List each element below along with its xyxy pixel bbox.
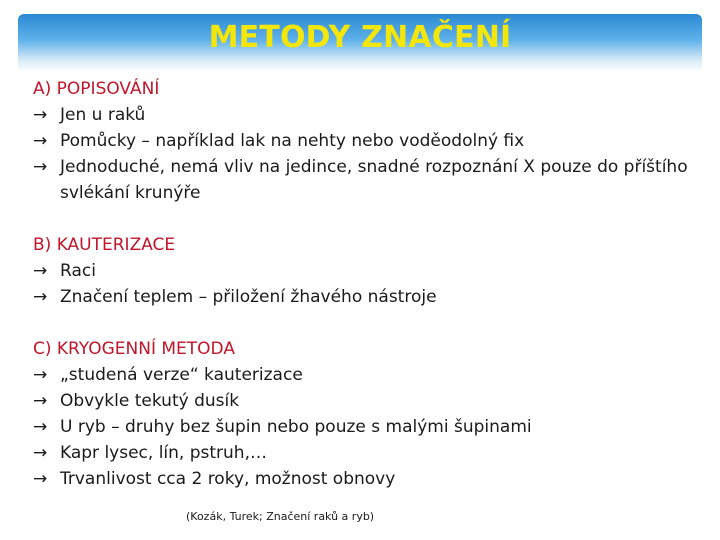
arrow-right-icon: → <box>33 391 48 411</box>
arrow-right-icon: → <box>33 157 48 177</box>
list-item <box>33 388 693 414</box>
arrow-right-icon: → <box>33 131 48 151</box>
list-item <box>33 258 693 284</box>
list-item-text: Obvykle tekutý dusík <box>60 391 240 411</box>
list-item <box>33 362 693 388</box>
list-item <box>33 284 693 310</box>
list-item <box>33 128 693 154</box>
list-item-text: Pomůcky – například lak na nehty nebo voděodolný fix <box>60 131 525 151</box>
citation: (Kozák, Turek; Značení raků a ryb) <box>186 510 375 523</box>
list-item-text: Jednoduché, nemá vliv na jedince, snadné rozpoznání X pouze do příštího svlékání krunýře <box>60 157 688 203</box>
list-item <box>33 154 693 206</box>
arrow-right-icon: → <box>33 443 48 463</box>
section-heading: B) KAUTERIZACE <box>33 235 176 255</box>
list-item-text: Raci <box>60 261 96 281</box>
arrow-right-icon: → <box>33 105 48 125</box>
list-item <box>33 440 693 466</box>
list-item <box>33 102 693 128</box>
list-item-text: „studená verze“ kauterizace <box>60 365 303 385</box>
list-item-text: Značení teplem – přiložení žhavého nástroje <box>60 287 437 307</box>
slide-title: METODY ZNAČENÍ <box>208 20 512 55</box>
list-item-text: Kapr lysec, lín, pstruh,… <box>60 443 267 463</box>
list-item <box>33 466 693 492</box>
slide-body <box>33 76 693 492</box>
section-heading: A) POPISOVÁNÍ <box>33 79 160 99</box>
section-heading: C) KRYOGENNÍ METODA <box>33 339 235 359</box>
arrow-right-icon: → <box>33 261 48 281</box>
section-popisovani <box>33 76 693 206</box>
list-item-text: Jen u raků <box>60 105 146 125</box>
arrow-right-icon: → <box>33 417 48 437</box>
section-kauterizace <box>33 232 693 310</box>
arrow-right-icon: → <box>33 287 48 307</box>
arrow-right-icon: → <box>33 365 48 385</box>
list-item <box>33 414 693 440</box>
list-item-text: U ryb – druhy bez šupin nebo pouze s malými šupinami <box>60 417 532 437</box>
list-item-text: Trvanlivost cca 2 roky, možnost obnovy <box>60 469 396 489</box>
arrow-right-icon: → <box>33 469 48 489</box>
section-kryogenni-metoda <box>33 336 693 492</box>
